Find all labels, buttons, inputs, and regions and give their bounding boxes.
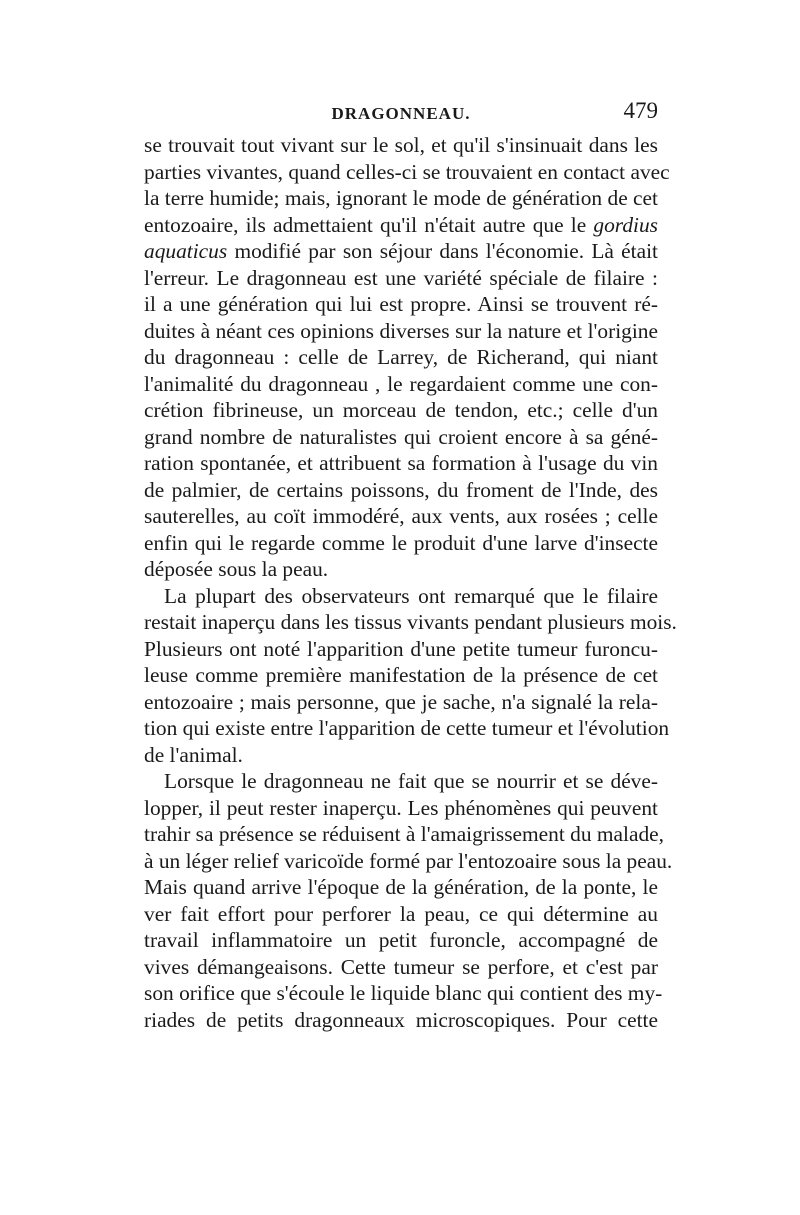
text-line: grand nombre de naturalistes qui croient encore à sa géné- (144, 424, 658, 449)
latin-term: gordius (593, 212, 658, 237)
paragraph (144, 768, 673, 1033)
text-line: il a une génération qui lui est propre. Ainsi se trouvent ré- (144, 292, 658, 316)
text-line: du dragonneau : celle de Larrey, de Richerand, qui niant (144, 345, 658, 369)
text-line: entozoaire, ils admettaient qu'il n'était autre que le gordius (144, 212, 658, 237)
text-line: trahir sa présence se réduisent à l'amaigrissement du malade, (144, 822, 664, 846)
text-line: l'erreur. Le dragonneau est une variété spéciale de filaire : (144, 265, 658, 290)
paragraph (144, 583, 677, 769)
text-line: l'animalité du dragonneau , le regardaient comme une con- (144, 371, 658, 396)
text-line: de palmier, de certains poissons, du froment de l'Inde, des (144, 477, 658, 502)
text-line: aquaticus modifié par son séjour dans l'économie. Là était (144, 239, 658, 263)
text-line: crétion fibrineuse, un morceau de tendon, etc.; celle d'un (144, 398, 658, 422)
text-line: à un léger relief varicoïde formé par l'entozoaire sous la peau. (144, 848, 673, 873)
text-line: ration spontanée, et attribuent sa formation à l'usage du vin (144, 451, 658, 475)
running-head: DRAGONNEAU. (331, 104, 471, 123)
text-line: sauterelles, au coït immodéré, aux vents, aux rosées ; celle (144, 504, 658, 528)
text-line: ver fait effort pour perforer la peau, ce qui détermine au (144, 901, 658, 926)
paragraph (144, 132, 670, 583)
text-line: Plusieurs ont noté l'apparition d'une petite tumeur furoncu- (144, 636, 658, 661)
text-line: restait inaperçu dans les tissus vivants pendant plusieurs mois. (144, 610, 677, 634)
book-page (144, 98, 677, 1033)
text-line: la terre humide; mais, ignorant le mode de génération de cet (144, 186, 658, 210)
body-text (144, 132, 677, 1033)
page-header (144, 98, 658, 132)
text-line: son orifice que s'écoule le liquide blanc qui contient des my- (144, 981, 663, 1005)
text-line: déposée sous la peau. (144, 557, 329, 581)
text-line: duites à néant ces opinions diverses sur la nature et l'origine (144, 318, 658, 343)
text-line: lopper, il peut rester inaperçu. Les phénomènes qui peuvent (144, 795, 658, 820)
text-line: Mais quand arrive l'époque de la génération, de la ponte, le (144, 875, 658, 899)
text-line: se trouvait tout vivant sur le sol, et qu'il s'insinuait dans les (144, 133, 658, 157)
text-line: tion qui existe entre l'apparition de cette tumeur et l'évolution (144, 716, 670, 740)
text-line: vives démangeaisons. Cette tumeur se perfore, et c'est par (144, 954, 658, 979)
text-line: leuse comme première manifestation de la présence de cet (144, 663, 658, 687)
text-line: La plupart des observateurs ont remarqué que le filaire (164, 583, 658, 608)
text-line: entozoaire ; mais personne, que je sache, n'a signalé la rela- (144, 689, 658, 714)
text-line: parties vivantes, quand celles-ci se trouvaient en contact avec (144, 159, 670, 184)
text-line: riades de petits dragonneaux microscopiques. Pour cette (144, 1007, 658, 1032)
text-line: de l'animal. (144, 742, 243, 767)
text-line: Lorsque le dragonneau ne fait que se nourrir et se déve- (164, 769, 658, 793)
text-line: enfin qui le regarde comme le produit d'une larve d'insecte (144, 530, 658, 555)
latin-term: aquaticus (144, 239, 228, 263)
page-number: 479 (623, 98, 658, 123)
text-line: travail inflammatoire un petit furoncle, accompagné de (144, 928, 658, 952)
